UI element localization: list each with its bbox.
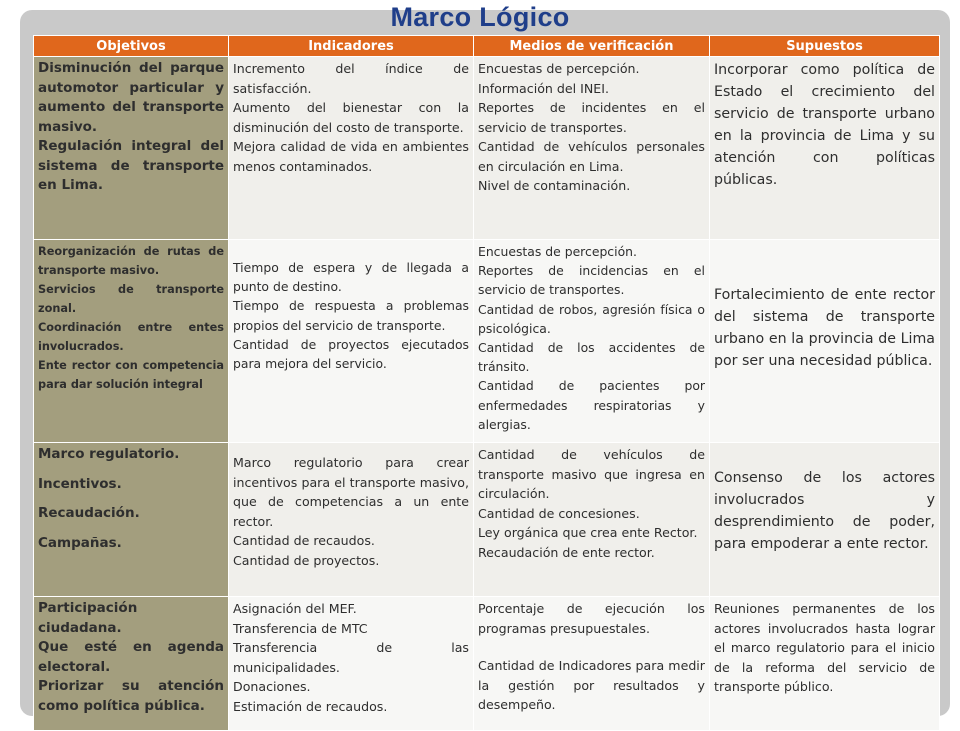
- cell-line: Cantidad de vehículos de transporte masivo que ingresa en circulación.: [478, 447, 705, 501]
- cell-line: Incremento del índice de satisfacción.: [233, 61, 469, 96]
- header-indicadores: Indicadores: [229, 36, 474, 57]
- cell-indicadores: [229, 240, 474, 443]
- logical-framework-table: [33, 35, 940, 731]
- cell-line: Cantidad de los accidentes de tránsito.: [478, 340, 705, 375]
- cell-supuestos: [710, 57, 940, 240]
- cell-line: Incentivos.: [38, 475, 122, 492]
- cell-line: Cantidad de Indicadores para medir la gestión por resultados y desempeño.: [478, 658, 705, 712]
- cell-line: Información del INEI.: [478, 80, 609, 96]
- header-row: [34, 36, 940, 57]
- cell-line: Transferencia de MTC: [233, 620, 368, 636]
- cell-indicadores: [229, 597, 474, 731]
- cell-line: Incorporar como política de Estado el crecimiento del servicio de transporte urbano en la provincia de Lima y su atención con políticas públicas.: [714, 62, 935, 188]
- cell-line: Reorganización de rutas de transporte masivo.: [38, 245, 224, 277]
- cell-line: Estimación de recaudos.: [233, 698, 388, 714]
- cell-line: Marco regulatorio.: [38, 446, 180, 462]
- cell-line: Cantidad de proyectos ejecutados para mejora del servicio.: [233, 336, 469, 372]
- cell-line: Cantidad de pacientes por enfermedades respiratorias y alergias.: [478, 378, 705, 432]
- cell-line: Priorizar su atención como política pública.: [38, 678, 224, 714]
- cell-line: Fortalecimiento de ente rector del sistema de transporte urbano en la provincia de Lima por ser una necesidad pública.: [714, 287, 935, 369]
- cell-medios: [474, 240, 710, 443]
- cell-line: Mejora calidad de vida en ambientes menos contaminados.: [233, 139, 469, 174]
- slide-title: Marco Lógico: [390, 2, 570, 32]
- table-row: [34, 597, 940, 731]
- cell-line: Disminución del parque automotor particular y aumento del transporte masivo.: [38, 60, 224, 135]
- cell-indicadores: [229, 443, 474, 597]
- cell-line: Tiempo de respuesta a problemas propios del servicio de transporte.: [233, 298, 469, 333]
- cell-objetivos: [34, 597, 229, 731]
- cell-line: Ente rector con competencia para dar solución integral: [38, 359, 224, 391]
- cell-line: Participación ciudadana.: [38, 600, 138, 636]
- cell-line: Encuestas de percepción.: [478, 244, 637, 259]
- table-row: [34, 240, 940, 443]
- cell-line: Cantidad de robos, agresión física o psicológica.: [478, 301, 705, 336]
- cell-line: Que esté en agenda electoral.: [38, 639, 224, 675]
- cell-line: Ley orgánica que crea ente Rector.: [478, 525, 698, 540]
- cell-line: Aumento del bienestar con la disminución del costo de transporte.: [233, 100, 469, 135]
- cell-line: Coordinación entre entes involucrados.: [38, 321, 224, 353]
- cell-objetivos: [34, 240, 229, 443]
- cell-line: Nivel de contaminación.: [478, 178, 631, 193]
- cell-objetivos: [34, 57, 229, 240]
- header-supuestos: Supuestos: [710, 36, 940, 57]
- cell-medios: [474, 443, 710, 597]
- cell-medios: [474, 597, 710, 731]
- cell-line: Servicios de transporte zonal.: [38, 283, 224, 315]
- cell-line: Regulación integral del sistema de transporte en Lima.: [38, 138, 224, 193]
- cell-line: Encuestas de percepción.: [478, 61, 640, 76]
- cell-line: Reportes de incidencias en el servicio de transportes.: [478, 263, 705, 298]
- cell-line: Cantidad de concesiones.: [478, 505, 640, 521]
- cell-indicadores: [229, 57, 474, 240]
- cell-line: Recaudación de ente rector.: [478, 544, 655, 560]
- cell-supuestos: [710, 597, 940, 731]
- cell-line: Porcentaje de ejecución los programas presupuestales.: [478, 601, 705, 636]
- cell-line: Consenso de los actores involucrados y desprendimiento de poder, para empoderar a ente rector.: [714, 470, 935, 552]
- cell-line: Tiempo de espera y de llegada a punto de destino.: [233, 260, 469, 295]
- cell-supuestos: [710, 443, 940, 597]
- cell-line: Donaciones.: [233, 679, 311, 694]
- cell-line: Cantidad de vehículos personales en circulación en Lima.: [478, 139, 705, 174]
- cell-line: Recaudación.: [38, 505, 140, 521]
- cell-medios: [474, 57, 710, 240]
- cell-line: Cantidad de recaudos.: [233, 533, 375, 548]
- cell-line: Cantidad de proyectos.: [233, 552, 380, 568]
- cell-line: Reportes de incidentes en el servicio de transportes.: [478, 100, 705, 135]
- cell-objetivos: [34, 443, 229, 597]
- cell-supuestos: [710, 240, 940, 443]
- cell-line: Campañas.: [38, 534, 122, 551]
- table-row: [34, 443, 940, 597]
- cell-line: Marco regulatorio para crear incentivos para el transporte masivo, que de competencias a un ente rector.: [233, 455, 469, 529]
- cell-line: Transferencia de las municipalidades.: [233, 640, 469, 675]
- cell-line: Asignación del MEF.: [233, 601, 357, 616]
- cell-line: Reuniones permanentes de los actores involucrados hasta lograr el marco regulatorio para el inicio de la reforma del servicio de transporte público.: [714, 601, 935, 694]
- header-medios: Medios de verificación: [474, 36, 710, 57]
- header-objetivos: Objetivos: [34, 36, 229, 57]
- table-row: [34, 57, 940, 240]
